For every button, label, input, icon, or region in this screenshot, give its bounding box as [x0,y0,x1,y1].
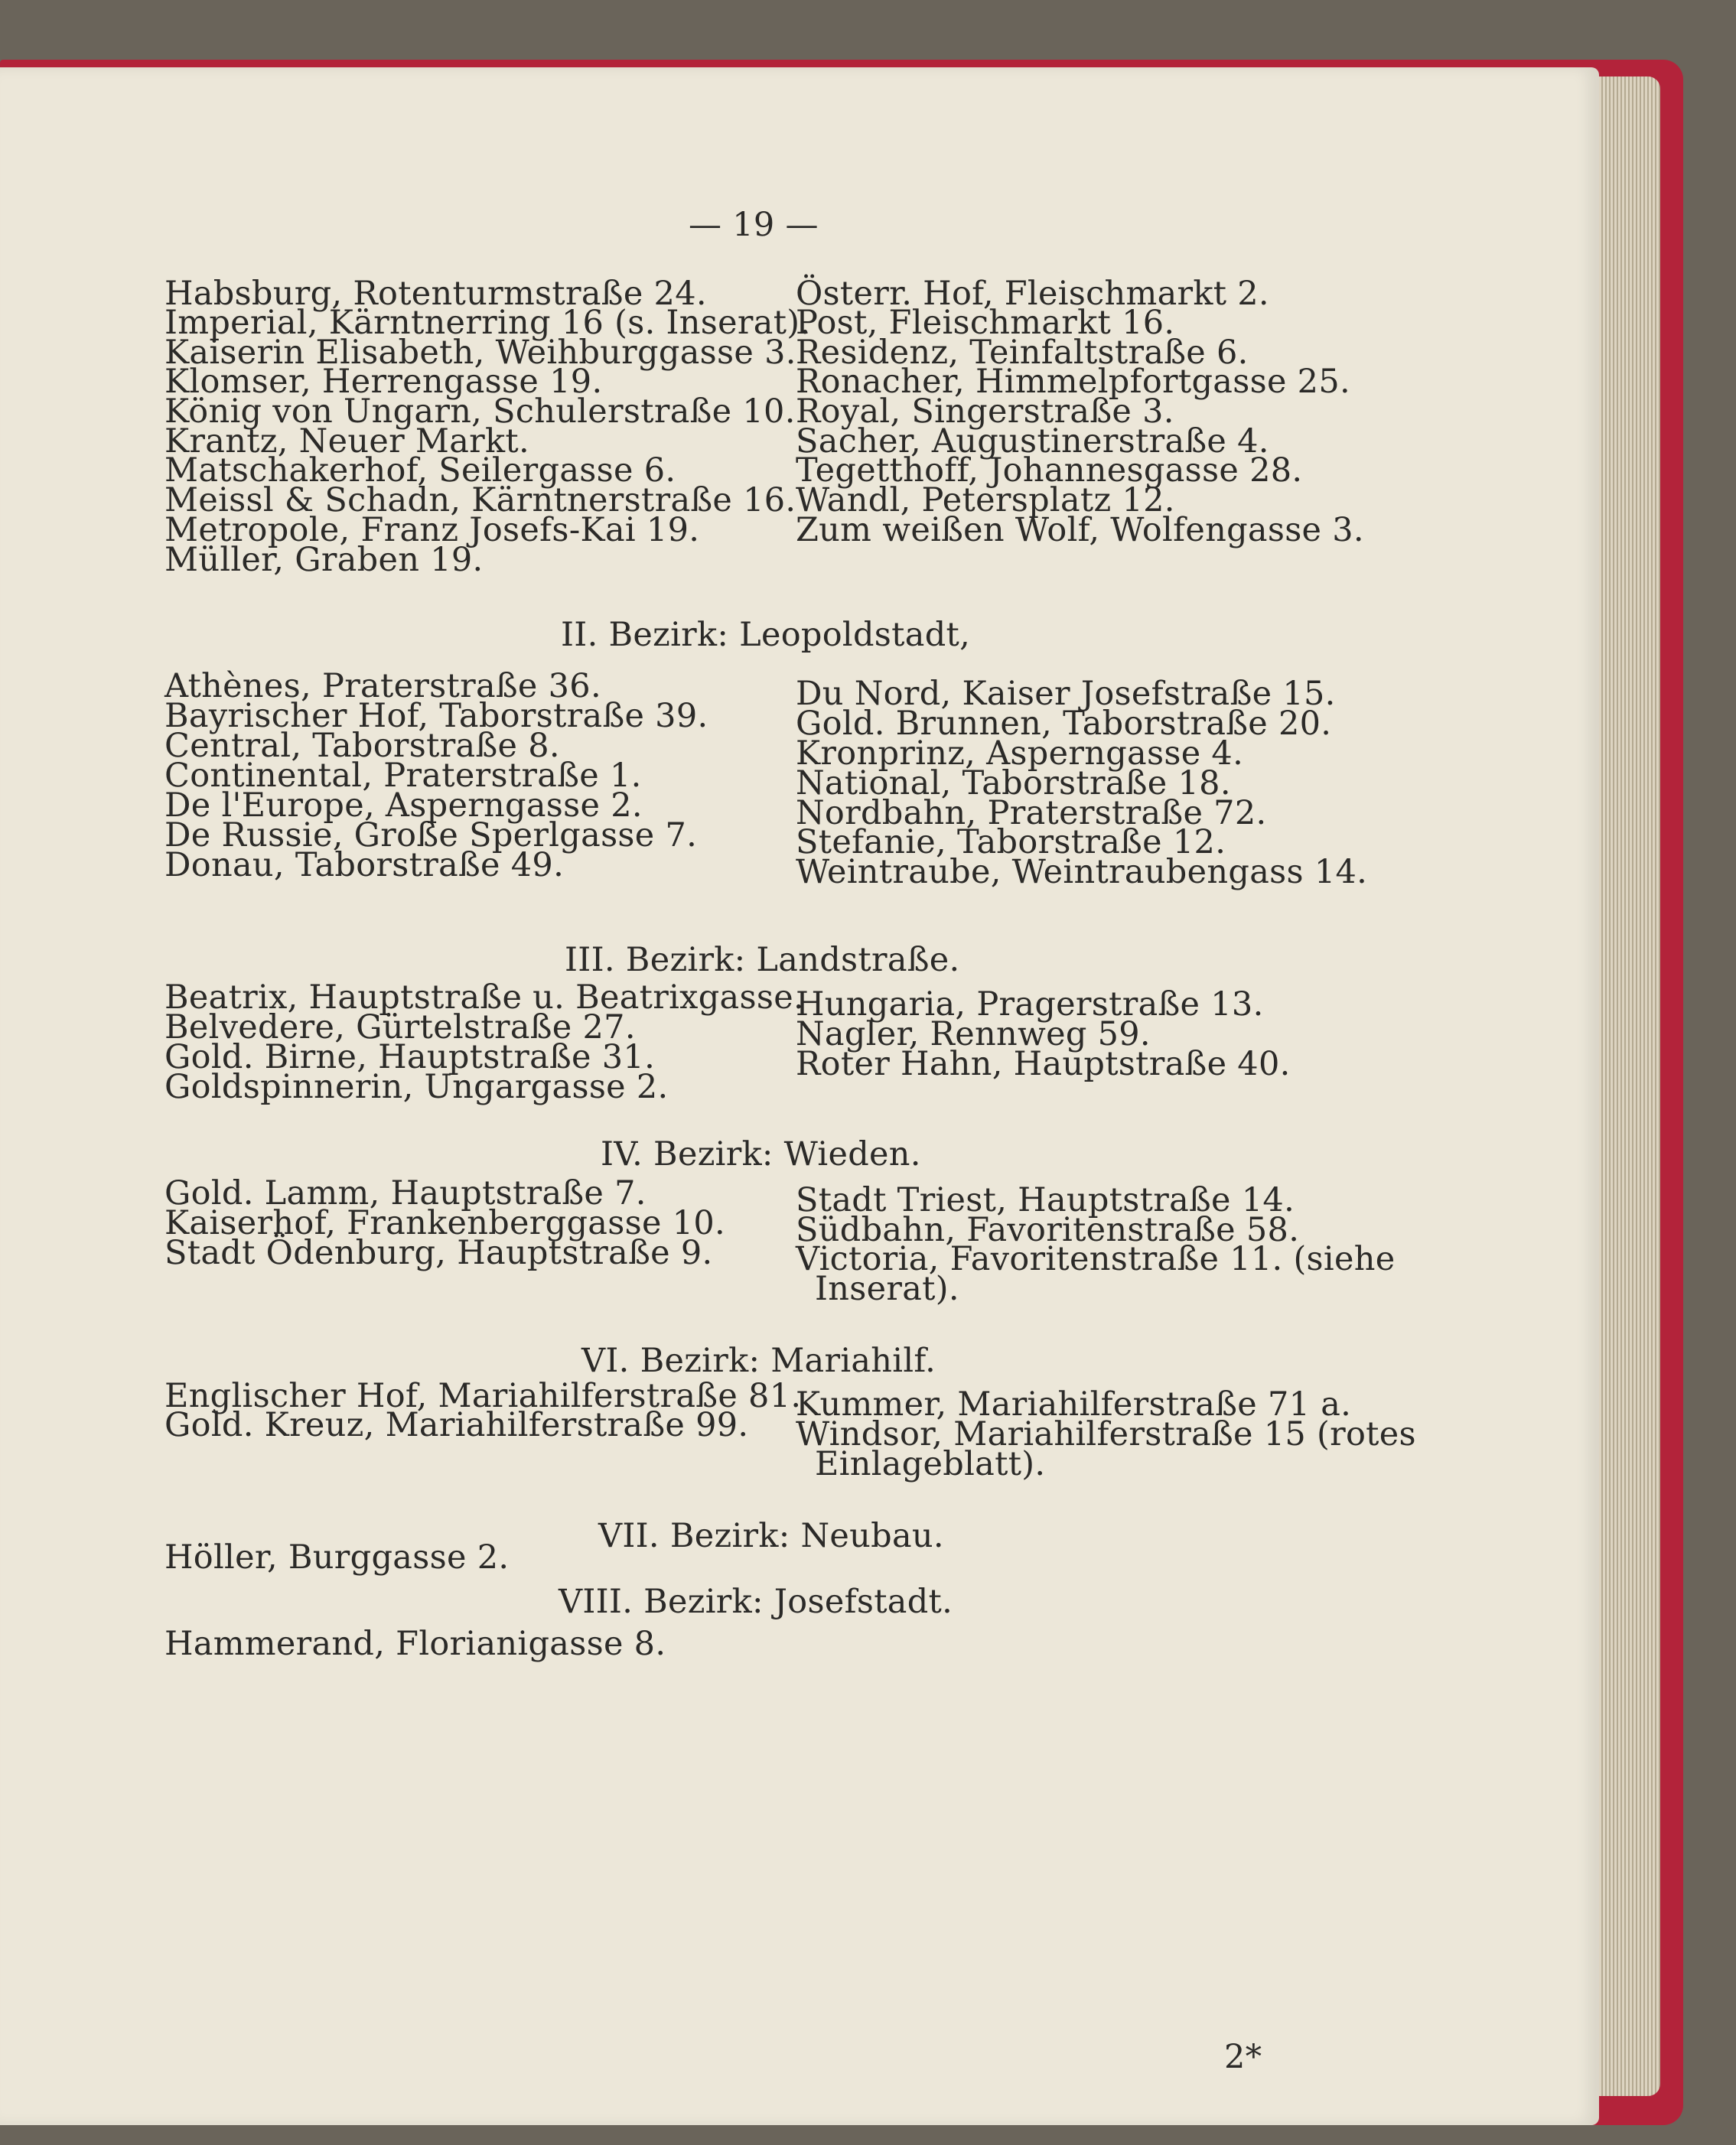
hotel-entry-right: Royal, Singerstraße 3. [796,392,1174,431]
hotel-entry-left: Englischer Hof, Mariahilferstraße 81. [164,1377,802,1415]
hotel-entry-right: Roter Hahn, Hauptstraße 40. [796,1045,1291,1083]
hotel-entry-right: Einlageblatt). [815,1445,1046,1483]
district-heading: VII. Bezirk: Neubau. [598,1517,944,1555]
hotel-entry-right: Wandl, Petersplatz 12. [796,481,1175,519]
hotel-entry-left: Stadt Ödenburg, Hauptstraße 9. [164,1234,713,1272]
hotel-entry-right: Victoria, Favoritenstraße 11. (siehe [796,1240,1396,1278]
hotel-entry-left: Beatrix, Hauptstraße u. Beatrixgasse. [164,978,804,1017]
hotel-entry-left: Kaiserhof, Frankenberggasse 10. [164,1204,725,1242]
signature-mark: 2* [1224,2038,1262,2076]
district-heading: III. Bezirk: Landstraße. [565,941,960,979]
hotel-entry-left: Imperial, Kärntnerring 16 (s. Inserat). [164,304,811,342]
hotel-entry-left: Central, Taborstraße 8. [164,727,560,765]
hotel-entry-right: Stefanie, Taborstraße 12. [796,823,1226,861]
hotel-entry-left: Habsburg, Rotenturmstraße 24. [164,275,707,313]
hotel-entry-left: Belvedere, Gürtelstraße 27. [164,1008,636,1046]
district-heading: II. Bezirk: Leopoldstadt, [561,616,971,654]
hotel-entry-left: Goldspinnerin, Ungargasse 2. [164,1068,669,1106]
hotel-entry-left: Krantz, Neuer Markt. [164,422,529,461]
hotel-entry-right: Stadt Triest, Hauptstraße 14. [796,1181,1295,1219]
hotel-entry-left: Metropole, Franz Josefs-Kai 19. [164,511,700,549]
hotel-entry-right: Post, Fleischmarkt 16. [796,304,1175,342]
hotel-entry-right: Sacher, Augustinerstraße 4. [796,422,1269,461]
hotel-entry-right: Weintraube, Weintraubengass 14. [796,853,1368,891]
hotel-entry-left: Müller, Graben 19. [164,541,484,579]
hotel-entry-left: Gold. Birne, Hauptstraße 31. [164,1038,656,1076]
district-heading: IV. Bezirk: Wieden. [601,1135,921,1173]
hotel-entry-right: Windsor, Mariahilferstraße 15 (rotes [796,1415,1416,1453]
hotel-entry-left: Höller, Burggasse 2. [164,1538,510,1577]
hotel-entry-left: De l'Europe, Asperngasse 2. [164,786,643,825]
hotel-entry-right: Österr. Hof, Fleischmarkt 2. [796,275,1269,313]
book-page [0,67,1599,2125]
hotel-entry-left: Bayrischer Hof, Taborstraße 39. [164,697,708,735]
district-heading: VI. Bezirk: Mariahilf. [581,1342,936,1380]
hotel-entry-right: Südbahn, Favoritenstraße 58. [796,1211,1300,1249]
hotel-entry-right: Nagler, Rennweg 59. [796,1015,1151,1053]
hotel-entry-right: Hungaria, Pragerstraße 13. [796,985,1264,1024]
hotel-entry-right: Nordbahn, Praterstraße 72. [796,794,1267,832]
hotel-entry-left: Continental, Praterstraße 1. [164,757,642,795]
hotel-entry-right: Kummer, Mariahilferstraße 71 a. [796,1385,1352,1424]
hotel-entry-left: Kaiserin Elisabeth, Weihburggasse 3. [164,334,796,372]
hotel-entry-left: Athènes, Praterstraße 36. [164,667,601,705]
hotel-entry-left: Gold. Lamm, Hauptstraße 7. [164,1174,647,1212]
hotel-entry-right: Ronacher, Himmelpfortgasse 25. [796,363,1350,401]
hotel-entry-left: Donau, Taborstraße 49. [164,846,565,884]
hotel-entry-right: Zum weißen Wolf, Wolfengasse 3. [796,511,1364,549]
hotel-entry-right: Residenz, Teinfaltstraße 6. [796,334,1249,372]
page-number: — 19 — [689,206,819,244]
hotel-entry-right: Kronprinz, Asperngasse 4. [796,734,1244,773]
hotel-entry-left: Matschakerhof, Seilergasse 6. [164,451,676,490]
hotel-entry-left: König von Ungarn, Schulerstraße 10. [164,392,796,431]
hotel-entry-right: Inserat). [815,1270,959,1308]
hotel-entry-left: Hammerand, Florianigasse 8. [164,1625,666,1663]
district-heading: VIII. Bezirk: Josefstadt. [559,1583,953,1621]
hotel-entry-right: Tegetthoff, Johannesgasse 28. [796,451,1303,490]
hotel-entry-left: Klomser, Herrengasse 19. [164,363,603,401]
hotel-entry-left: Gold. Kreuz, Mariahilferstraße 99. [164,1406,749,1444]
hotel-entry-right: Gold. Brunnen, Taborstraße 20. [796,705,1332,743]
hotel-entry-left: Meissl & Schadn, Kärntnerstraße 16. [164,481,796,519]
hotel-entry-right: National, Taborstraße 18. [796,764,1231,802]
hotel-entry-right: Du Nord, Kaiser Josefstraße 15. [796,675,1336,713]
hotel-entry-left: De Russie, Große Sperlgasse 7. [164,816,698,854]
